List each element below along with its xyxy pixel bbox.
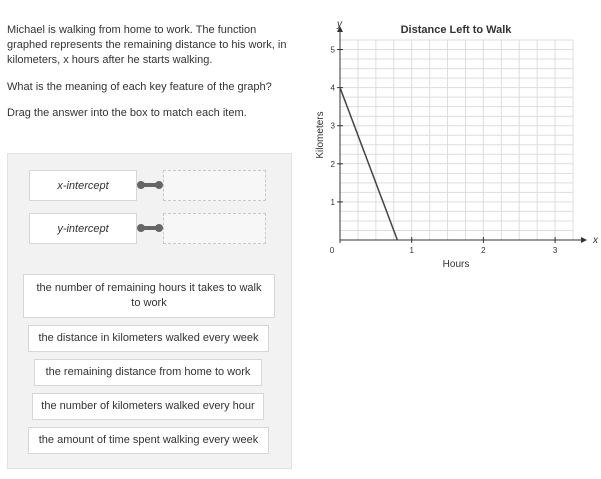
- y-tick-label: 3: [330, 121, 335, 131]
- answer-option-km-per-week[interactable]: the distance in kilometers walked every week: [28, 325, 269, 352]
- distance-graph: [300, 0, 601, 290]
- pointer-arrow-icon: [149, 252, 163, 259]
- x-axis-variable: x: [593, 235, 598, 246]
- match-row-y-intercept: [29, 213, 274, 244]
- match-label-x-intercept: [29, 170, 137, 201]
- y-tick-label: 2: [330, 159, 335, 169]
- x-tick-label: 3: [552, 246, 558, 255]
- answer-option-km-per-hour[interactable]: the number of kilometers walked every hour: [32, 393, 264, 420]
- answer-option-remaining-hours[interactable]: the number of remaining hours it takes to walk to work: [23, 274, 275, 318]
- x-axis-label: Hours: [442, 259, 470, 270]
- x-tick-label: 2: [481, 246, 486, 255]
- match-row-x-intercept: [29, 170, 274, 201]
- answer-option-time-per-week[interactable]: the amount of time spent walking every week: [28, 427, 269, 454]
- x-tick-label: 1: [409, 246, 414, 255]
- match-panel: [7, 153, 292, 260]
- answer-option-remaining-distance[interactable]: the remaining distance from home to work: [34, 359, 262, 386]
- x-tick-label: 0: [329, 246, 335, 255]
- chart-title: Distance Left to Walk: [400, 24, 512, 36]
- connector-icon: [137, 224, 163, 232]
- connector-icon: [137, 181, 163, 189]
- question-paragraph-1: Michael is walking from home to work. The function graphed represents the remaining distance to his work, in kilometers, x hours after he starts walking.: [7, 24, 287, 66]
- x-axis-arrow-icon: [581, 237, 587, 243]
- y-axis-variable: y: [337, 19, 342, 30]
- drop-box-y-intercept[interactable]: [163, 213, 266, 244]
- instructions-text: Drag the answer into the box to match each item.: [7, 107, 247, 119]
- y-tick-label: 5: [330, 45, 335, 55]
- drop-box-x-intercept[interactable]: [163, 170, 266, 201]
- y-tick-label: 4: [330, 83, 335, 93]
- match-label-y-intercept: [29, 213, 137, 244]
- match-label-text: y-intercept: [57, 222, 109, 235]
- question-paragraph-2: What is the meaning of each key feature of the graph?: [7, 81, 272, 93]
- answer-bank: [7, 259, 292, 469]
- y-tick-label: 1: [330, 197, 335, 207]
- grid-lines: [340, 40, 573, 240]
- y-axis-label: Kilometers: [315, 111, 326, 159]
- match-label-text: x-intercept: [57, 179, 109, 192]
